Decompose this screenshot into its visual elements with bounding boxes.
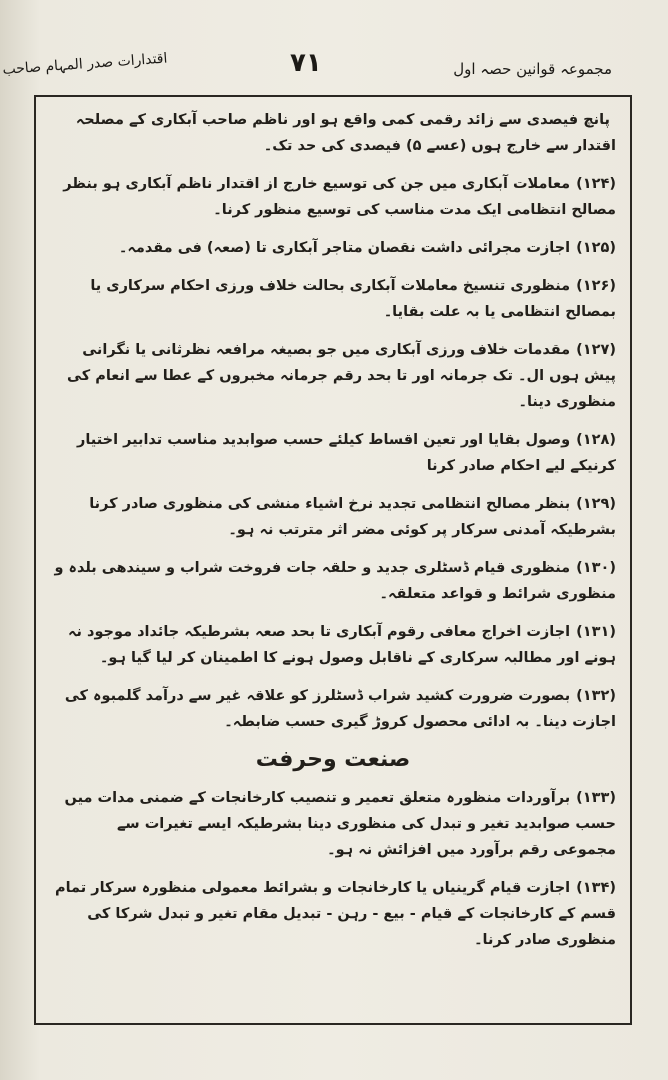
clause-125 <box>50 235 616 261</box>
clause-text: پانچ فیصدی سے زائد رقمی کمی واقع ہو اور ناظم صاحب آبکاری کے مصلحہ اقتدار سے خارج ہوں (عسے ۵) فیصدی کی حد تک۔ <box>75 112 616 154</box>
clause-129 <box>50 491 616 543</box>
header-section-title: اقتدارات صدر المہام صاحب <box>2 50 168 78</box>
header-book-title: مجموعہ قوانین حصہ اول <box>453 60 612 78</box>
clause-text: اجازت قیام گرینیاں یا کارخانجات و بشرائط معمولی منظورہ سرکار تمام قسم کے کارخانجات کے قیام - بیع - رہن - تبدیل مقام تغیر و تبدل شرکا کی منظوری صادر کرنا۔ <box>54 880 616 948</box>
clause-continuation <box>50 107 616 159</box>
clause-132 <box>50 683 616 735</box>
clause-number: (۱۳۲) <box>576 688 616 704</box>
clause-number: (۱۲۹) <box>576 496 616 512</box>
clause-text: اجازت اخراج معافی رقوم آبکاری تا بحد صعہ بشرطیکہ جائداد موجود نہ ہونے اور مطالبہ سرکاری کے ناقابل وصول ہونے کا اطمینان کر لیا گیا ہو۔ <box>68 624 616 666</box>
clause-number: (۱۲۶) <box>576 278 616 294</box>
clause-131 <box>50 619 616 671</box>
clause-130 <box>50 555 616 607</box>
clause-134 <box>50 875 616 953</box>
clause-text: بنظر مصالح انتظامی تجدید نرخ اشیاء منشی کی منظوری صادر کرنا بشرطیکہ آمدنی سرکار پر کوئی مضر اثر مترتب نہ ہو۔ <box>89 496 616 538</box>
clause-text: منظوری تنسیخ معاملات آبکاری بحالت خلاف ورزی احکام سرکاری یا بمصالح انتظامی یا بہ علت بقایا۔ <box>90 278 616 320</box>
clause-text: اجازت مجرائی داشت نقصان متاجر آبکاری تا (صعہ) فی مقدمہ۔ <box>118 240 571 256</box>
clause-text: معاملات آبکاری میں جن کی توسیع خارج از اقتدار ناظم آبکاری ہو بنظر مصالح انتظامی ایک مدت مناسب کی توسیع منظور کرنا۔ <box>63 176 616 218</box>
clause-124 <box>50 171 616 223</box>
body-text <box>50 107 616 1013</box>
clause-text: وصول بقایا اور تعین اقساط کیلئے حسب صوابدید مناسب تدابیر اختیار کرنیکے لیے احکام صادر کرنا <box>76 432 616 474</box>
clause-number: (۱۲۵) <box>576 240 616 256</box>
clause-number: (۱۲۸) <box>576 432 616 448</box>
clause-text: منظوری قیام ڈسٹلری جدید و حلقہ جات فروخت شراب و سیندھی بلدہ و منظوری شرائط و قواعد متعلقہ۔ <box>54 560 616 602</box>
clause-number: (۱۳۱) <box>576 624 616 640</box>
clause-126 <box>50 273 616 325</box>
clause-number: (۱۳۳) <box>576 790 616 806</box>
clause-text: مقدمات خلاف ورزی آبکاری میں جو بصیغہ مرافعہ نظرثانی یا نگرانی پیش ہوں ال۔ تک جرمانہ اور تا بحد رقم جرمانہ مخبروں کے عطا سے انعام کی منظوری دینا۔ <box>67 342 616 410</box>
clause-127 <box>50 337 616 415</box>
clause-number: (۱۳۰) <box>576 560 616 576</box>
clause-number: (۱۳۴) <box>576 880 616 896</box>
section-heading: صنعت وحرفت <box>255 747 411 772</box>
clause-text: بصورت ضرورت کشید شراب ڈسٹلرز کو علاقہ غیر سے درآمد گلمبوہ کی اجازت دینا۔ بہ ادائی محصول کروڑ گیری حسب ضابطہ۔ <box>64 688 616 730</box>
clause-number: (۱۲۷) <box>576 342 616 358</box>
clause-text: برآوردات منظورہ متعلق تعمیر و تنصیب کارخانجات کے ضمنی مدات میں حسب صوابدید تغیر و تبدل کی منظوری دینا بشرطیکہ ایسے تغیرات سے مجموعی رقم برآورد میں افزائش نہ ہو۔ <box>64 790 616 858</box>
text-frame <box>34 95 632 1025</box>
clause-133 <box>50 785 616 863</box>
clause-number: (۱۲۴) <box>576 176 616 192</box>
clause-128 <box>50 427 616 479</box>
page-number: ۷۱ <box>290 48 322 78</box>
